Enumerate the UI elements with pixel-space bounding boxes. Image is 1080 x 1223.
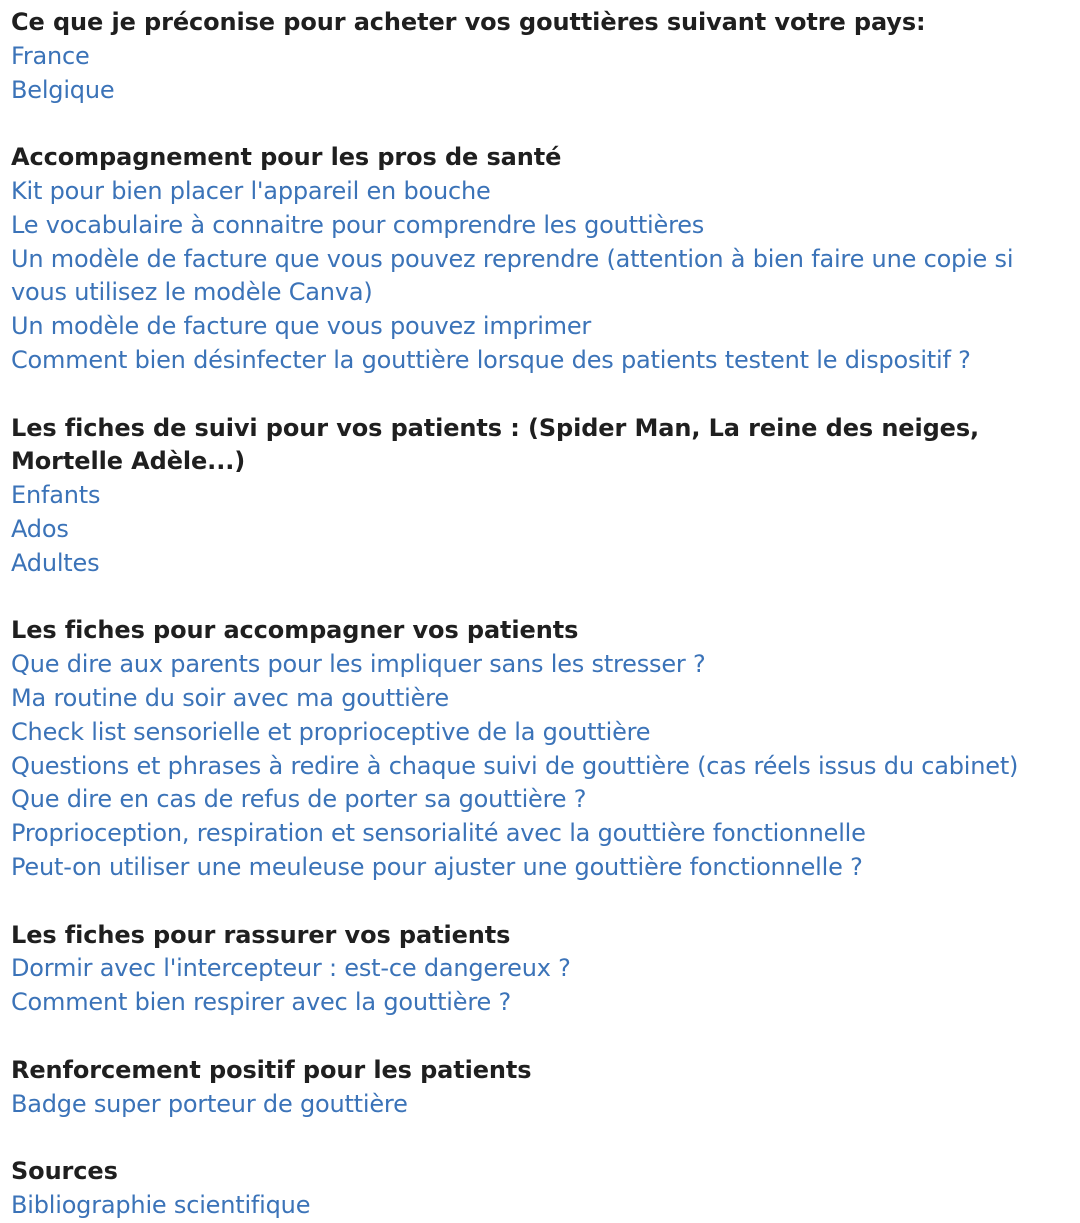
- list-item: [11, 716, 1060, 750]
- list-item: [11, 344, 1060, 378]
- section-heading: Renforcement positif pour les patients: [11, 1055, 532, 1084]
- link-follow-up-questions[interactable]: Questions et phrases à redire à chaque suivi de gouttière (cas réels issus du cabinet): [11, 751, 1019, 780]
- link-placement-kit[interactable]: Kit pour bien placer l'appareil en bouche: [11, 176, 491, 205]
- list-item: [11, 74, 1060, 108]
- link-list: [11, 1088, 1060, 1122]
- section-reassurance-sheets: [11, 919, 1060, 1020]
- link-sleeping[interactable]: Dormir avec l'intercepteur : est-ce dangereux ?: [11, 954, 571, 983]
- list-item: [11, 547, 1060, 581]
- list-item: [11, 513, 1060, 547]
- section-heading: Les fiches de suivi pour vos patients : (Spider Man, La reine des neiges, Mortelle Adèle...): [11, 413, 980, 476]
- link-list: [11, 175, 1060, 378]
- link-france[interactable]: France: [11, 41, 90, 70]
- section-purchase-by-country: [11, 6, 1060, 107]
- link-invoice-canva[interactable]: Un modèle de facture que vous pouvez reprendre (attention à bien faire une copie si vous utilisez le modèle Canva): [11, 244, 1014, 307]
- section-heading: Les fiches pour accompagner vos patients: [11, 616, 579, 645]
- link-list: [11, 648, 1060, 885]
- link-list: [11, 40, 1060, 108]
- link-grinder[interactable]: Peut-on utiliser une meuleuse pour ajuster une gouttière fonctionnelle ?: [11, 852, 863, 881]
- list-item: [11, 479, 1060, 513]
- section-heading: Les fiches pour rassurer vos patients: [11, 920, 511, 949]
- list-item: [11, 175, 1060, 209]
- section-heading: Sources: [11, 1157, 118, 1186]
- list-item: [11, 817, 1060, 851]
- list-item: [11, 750, 1060, 784]
- link-list: [11, 1189, 1060, 1223]
- link-vocabulary[interactable]: Le vocabulaire à connaitre pour comprendre les gouttières: [11, 210, 705, 239]
- list-item: [11, 952, 1060, 986]
- list-item: [11, 783, 1060, 817]
- section-heading: Accompagnement pour les pros de santé: [11, 143, 562, 172]
- link-list: [11, 952, 1060, 1020]
- list-item: [11, 1088, 1060, 1122]
- link-disinfection[interactable]: Comment bien désinfecter la gouttière lorsque des patients testent le dispositif ?: [11, 345, 971, 374]
- link-badge[interactable]: Badge super porteur de gouttière: [11, 1089, 408, 1118]
- list-item: [11, 682, 1060, 716]
- link-evening-routine[interactable]: Ma routine du soir avec ma gouttière: [11, 683, 449, 712]
- link-children[interactable]: Enfants: [11, 481, 101, 510]
- section-positive-reinforcement: [11, 1054, 1060, 1122]
- list-item: [11, 1189, 1060, 1223]
- list-item: [11, 648, 1060, 682]
- link-refusal[interactable]: Que dire en cas de refus de porter sa gouttière ?: [11, 785, 587, 814]
- list-item: [11, 310, 1060, 344]
- section-health-pros: [11, 141, 1060, 378]
- link-teens[interactable]: Ados: [11, 514, 69, 543]
- section-sources: [11, 1155, 1060, 1223]
- link-proprioception[interactable]: Proprioception, respiration et sensorialité avec la gouttière fonctionnelle: [11, 819, 866, 848]
- link-invoice-print[interactable]: Un modèle de facture que vous pouvez imprimer: [11, 312, 592, 341]
- section-heading: Ce que je préconise pour acheter vos gouttières suivant votre pays:: [11, 8, 926, 36]
- list-item: [11, 209, 1060, 243]
- link-list: [11, 479, 1060, 580]
- list-item: [11, 243, 1060, 311]
- link-parents[interactable]: Que dire aux parents pour les impliquer sans les stresser ?: [11, 650, 706, 679]
- link-sensory-checklist[interactable]: Check list sensorielle et proprioceptive de la gouttière: [11, 717, 651, 746]
- list-item: [11, 986, 1060, 1020]
- link-breathing[interactable]: Comment bien respirer avec la gouttière ?: [11, 988, 511, 1017]
- link-adults[interactable]: Adultes: [11, 548, 100, 577]
- link-bibliography[interactable]: Bibliographie scientifique: [11, 1190, 311, 1219]
- section-follow-up-sheets: [11, 412, 1060, 581]
- list-item: [11, 851, 1060, 885]
- section-support-sheets: [11, 614, 1060, 884]
- list-item: [11, 40, 1060, 74]
- link-belgique[interactable]: Belgique: [11, 75, 115, 104]
